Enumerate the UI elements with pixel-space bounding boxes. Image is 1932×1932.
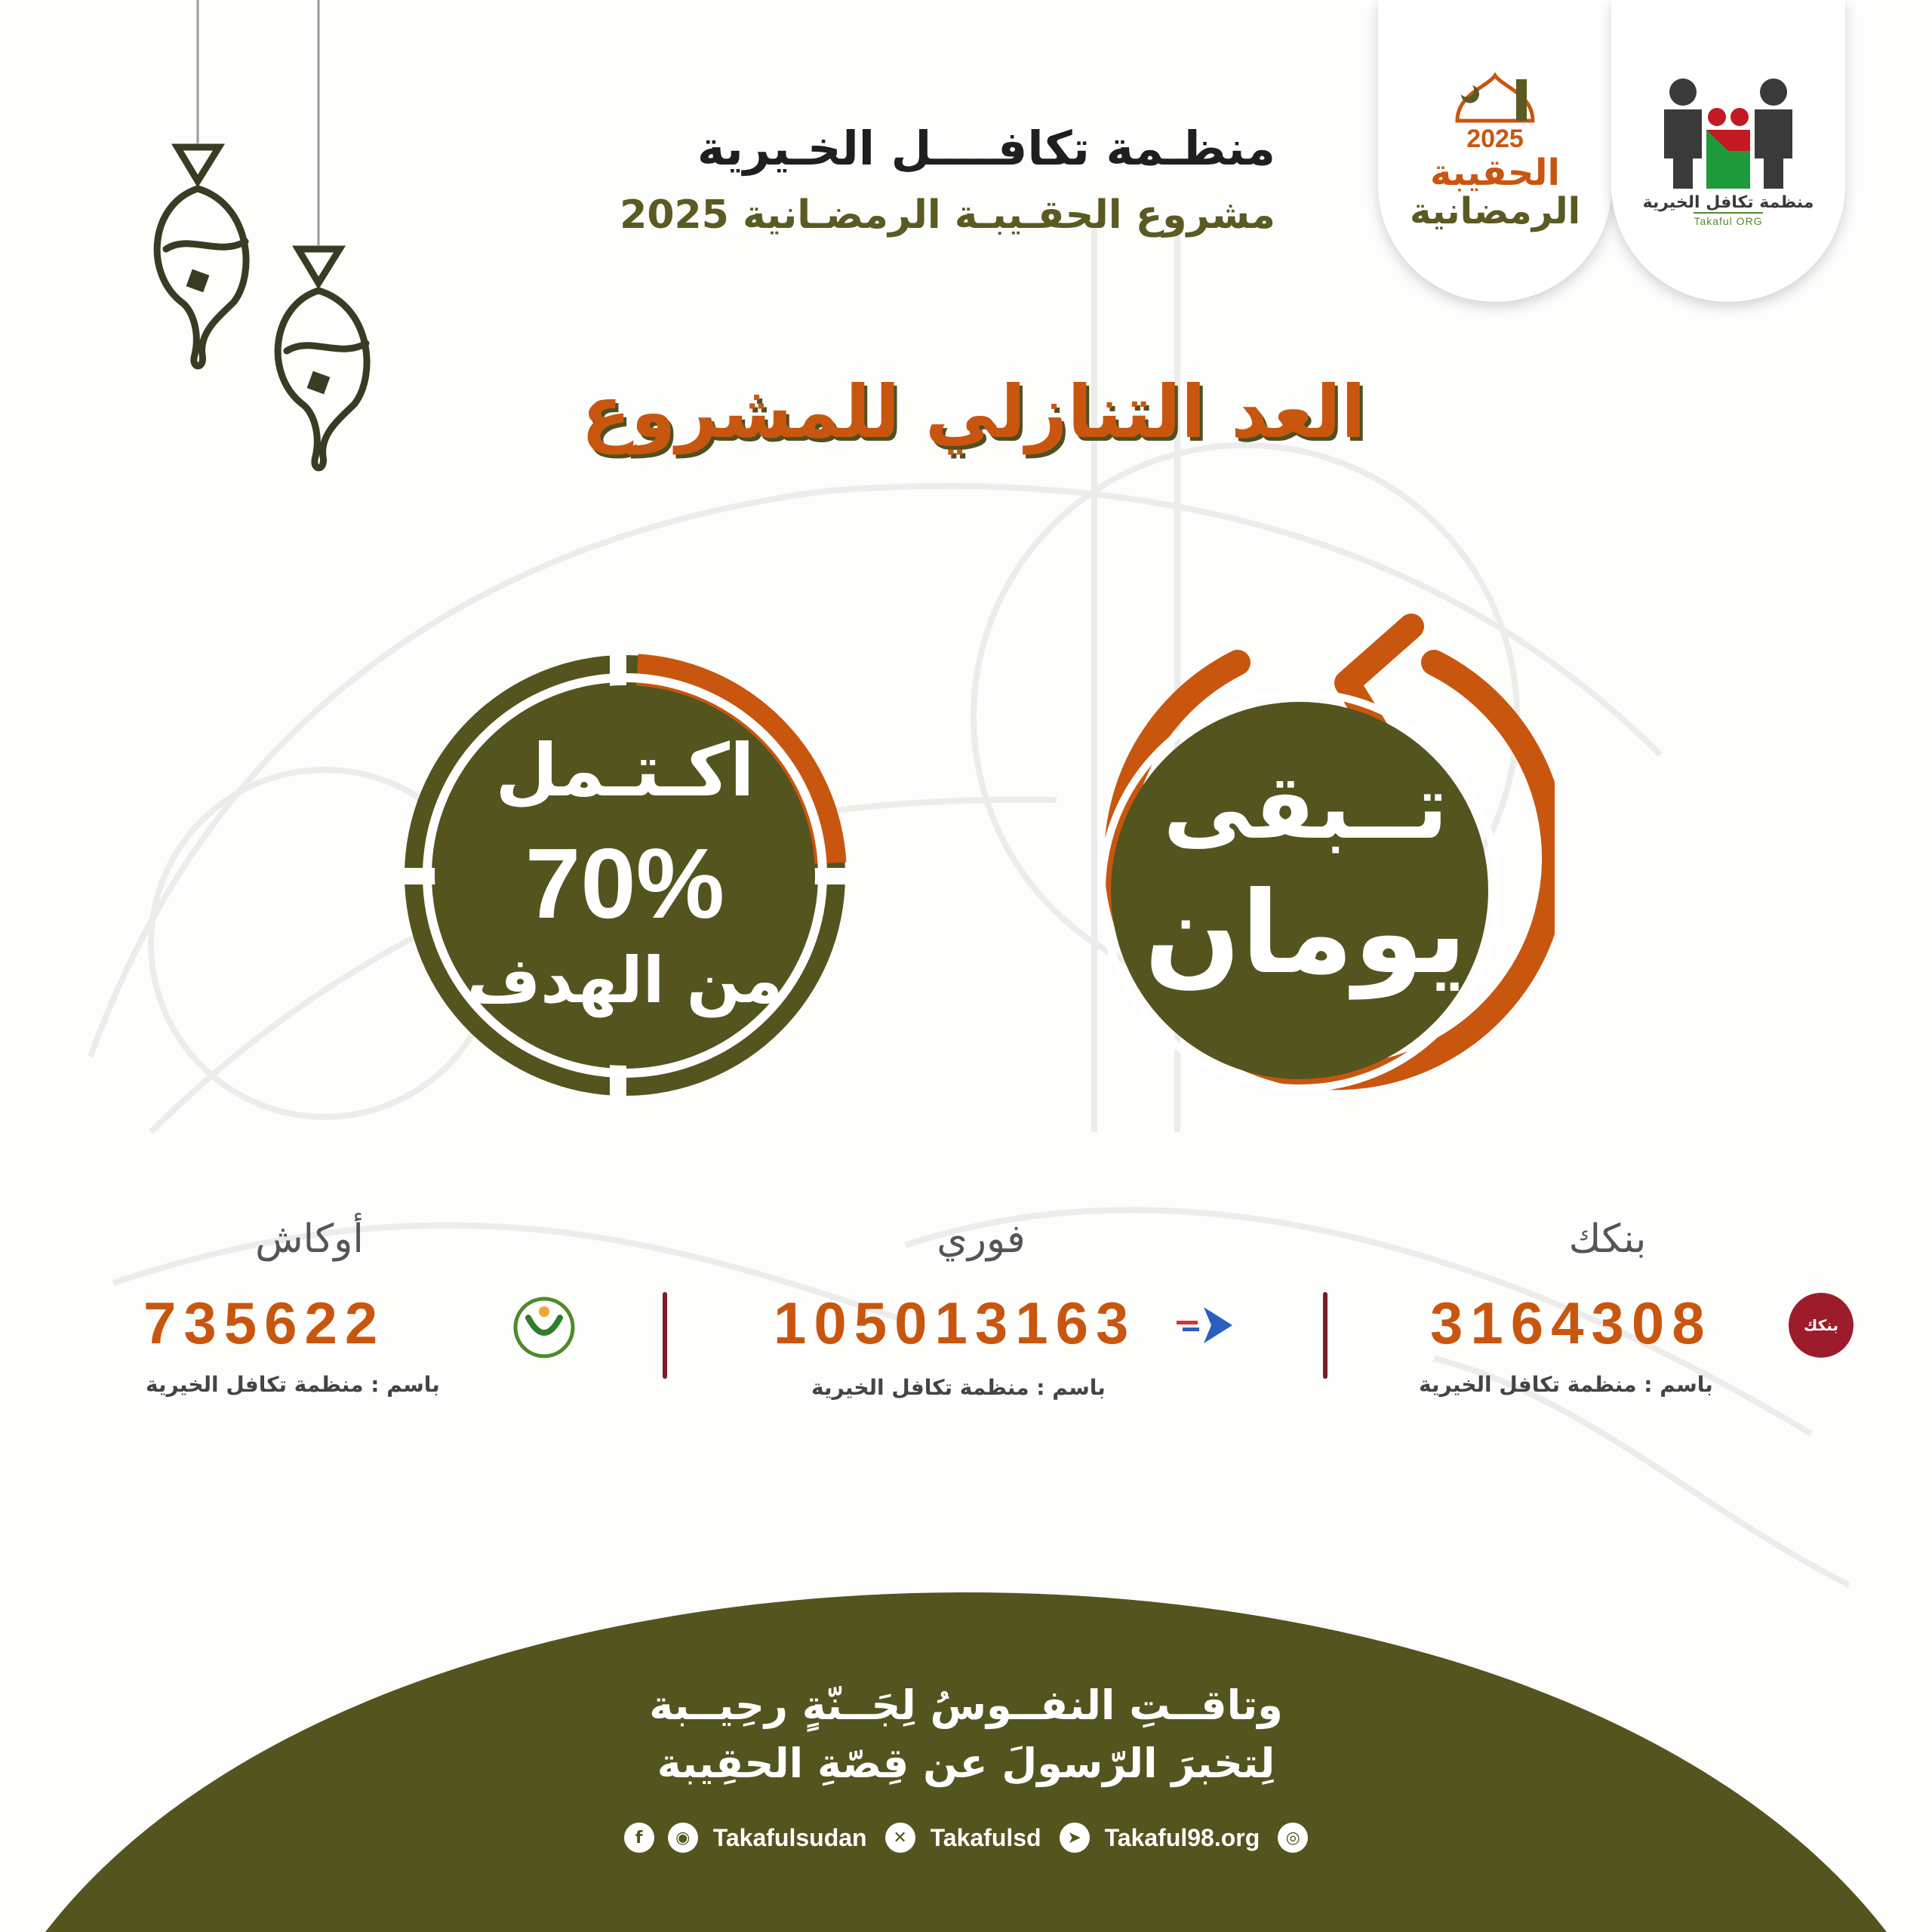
- instagram-icon[interactable]: ◉: [668, 1823, 698, 1853]
- payment-holder-ocash: باسم : منظمة تكافل الخيرية: [146, 1372, 440, 1397]
- remaining-line1: تــبقى: [1163, 755, 1448, 859]
- countdown-title: العد التنازلي للمشروع: [581, 370, 1366, 454]
- x-icon[interactable]: ✕: [885, 1823, 915, 1853]
- payment-name-fawry: فوري: [937, 1217, 1026, 1262]
- social-links: [574, 1815, 1358, 1860]
- progress-percent: 70%: [525, 828, 725, 939]
- org-title: منظـمة تكافــــل الخـيرية: [697, 121, 1275, 176]
- payment-holder-bankak: باسم : منظمة تكافل الخيرية: [1419, 1372, 1713, 1397]
- progress-bottom-label: من الهدف: [466, 943, 783, 1017]
- org-logo-caption: منظمة تكافل الخيرية: [1642, 192, 1814, 212]
- payment-name-ocash: أوكاش: [255, 1217, 364, 1262]
- telegram-handle[interactable]: Takafulsd: [930, 1823, 1041, 1851]
- payment-name-bankak: بنكك: [1568, 1217, 1647, 1262]
- remaining-line2: يومان: [1144, 868, 1467, 999]
- progress-top-label: اكـتـمل: [495, 728, 755, 813]
- payment-holder-fawry: باسم : منظمة تكافل الخيرية: [811, 1375, 1106, 1400]
- bag-logo-line1: الحقيبة: [1430, 152, 1560, 195]
- payment-number-bankak[interactable]: 3164308: [1430, 1290, 1712, 1356]
- bankak-badge-text: بنكك: [1804, 1316, 1838, 1334]
- payment-number-fawry[interactable]: 105013163: [774, 1290, 1137, 1356]
- website-link[interactable]: Takaful98.org: [1104, 1823, 1260, 1851]
- org-logo-sub: Takaful ORG: [1694, 212, 1762, 227]
- web-icon[interactable]: ◎: [1278, 1823, 1308, 1853]
- telegram-icon[interactable]: ➤: [1060, 1823, 1090, 1853]
- social-handle[interactable]: Takafulsudan: [712, 1823, 867, 1851]
- payment-number-ocash[interactable]: 735622: [143, 1290, 386, 1356]
- verse-line2: لِتخبرَ الرّسولَ عن قِصّةِ الحقِيبة: [657, 1740, 1275, 1787]
- bag-logo-year: 2025: [1466, 125, 1524, 154]
- verse-line1: وتاقــتِ النفــوسُ لِجَــنّةٍ رحِيــبة: [649, 1681, 1283, 1729]
- project-title: مشروع الحقـيبـة الرمضـانية 2025: [620, 192, 1275, 238]
- bag-logo-line2: الرمضانية: [1409, 189, 1581, 232]
- facebook-icon[interactable]: f: [624, 1823, 654, 1853]
